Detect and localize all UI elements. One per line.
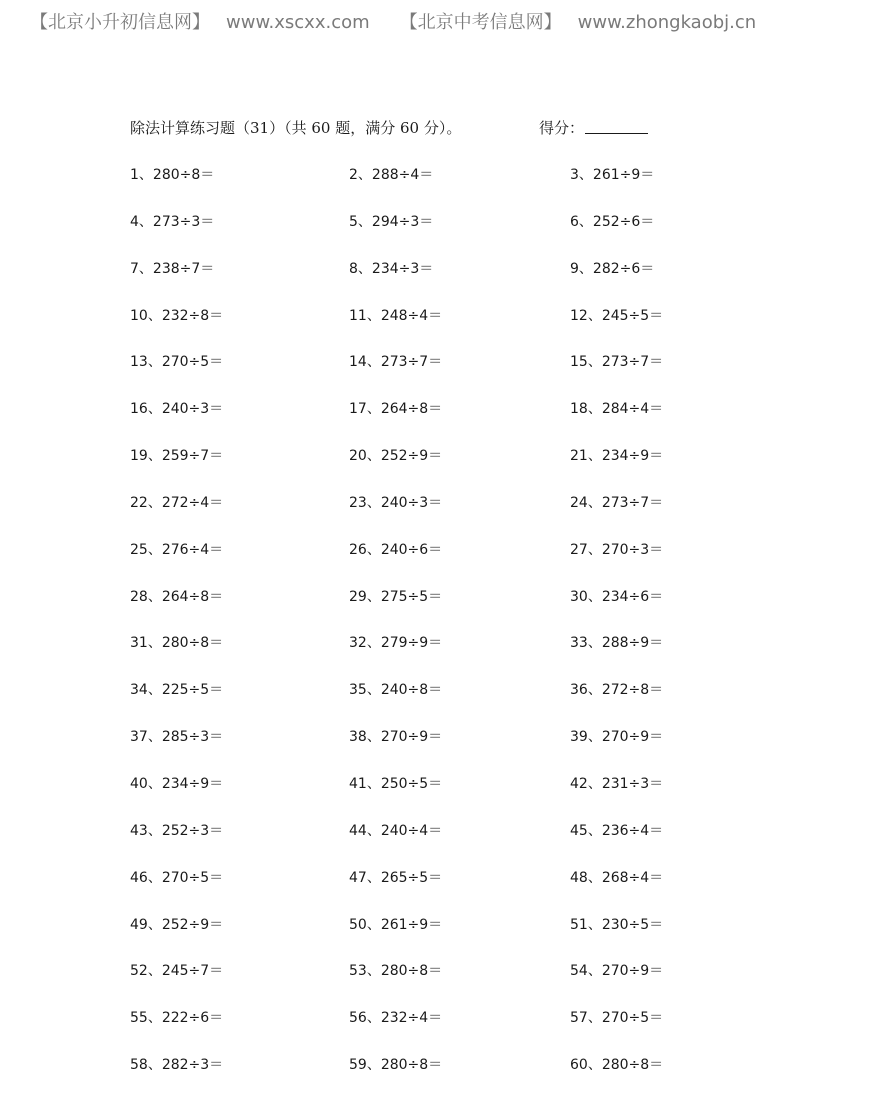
division-problem: 58、282÷3＝ — [130, 1057, 224, 1074]
division-problem: 20、252÷9＝ — [349, 448, 443, 465]
division-problem: 12、245÷5＝ — [570, 307, 664, 324]
division-problem: 28、264÷8＝ — [130, 588, 224, 605]
division-problem: 8、234÷3＝ — [349, 260, 434, 277]
division-problem: 59、280÷8＝ — [349, 1057, 443, 1074]
header-site-name-1: 【北京小升初信息网】 — [30, 12, 210, 33]
division-problem: 9、282÷6＝ — [570, 260, 655, 277]
division-problem: 32、279÷9＝ — [349, 635, 443, 652]
division-problem: 14、273÷7＝ — [349, 354, 443, 371]
division-problem: 50、261÷9＝ — [349, 916, 443, 933]
division-problem: 31、280÷8＝ — [130, 635, 224, 652]
division-problem: 10、232÷8＝ — [130, 307, 224, 324]
division-problem: 41、250÷5＝ — [349, 775, 443, 792]
problem-row — [130, 539, 830, 586]
problem-row — [130, 492, 830, 539]
division-problem: 22、272÷4＝ — [130, 494, 224, 511]
division-problem: 27、270÷3＝ — [570, 541, 664, 558]
problem-row — [130, 1007, 830, 1054]
problem-row — [130, 867, 830, 914]
division-problem: 4、273÷3＝ — [130, 213, 215, 230]
division-problem: 1、280÷8＝ — [130, 167, 215, 183]
division-problem: 6、252÷6＝ — [570, 213, 655, 230]
problem-row — [130, 914, 830, 961]
header-site-name-2: 【北京中考信息网】 — [399, 12, 562, 33]
division-problem: 55、222÷6＝ — [130, 1010, 224, 1027]
division-problem: 42、231÷3＝ — [570, 775, 664, 792]
division-problem: 47、265÷5＝ — [349, 869, 443, 886]
worksheet-title: 除法计算练习题（31）（共 60 题，满分 60 分）。 — [130, 119, 462, 137]
division-problem: 5、294÷3＝ — [349, 213, 434, 230]
division-problem: 39、270÷9＝ — [570, 729, 664, 746]
problem-row — [130, 960, 830, 1007]
problem-row — [130, 398, 830, 445]
division-problem: 37、285÷3＝ — [130, 729, 224, 746]
division-problem: 24、273÷7＝ — [570, 494, 664, 511]
problem-row — [130, 164, 830, 211]
division-problem: 49、252÷9＝ — [130, 916, 224, 933]
problem-grid — [130, 164, 830, 1101]
division-problem: 3、261÷9＝ — [570, 167, 655, 183]
division-problem: 2、288÷4＝ — [349, 167, 434, 183]
problem-row — [130, 726, 830, 773]
worksheet-title-row — [130, 117, 690, 139]
division-problem: 48、268÷4＝ — [570, 869, 664, 886]
division-problem: 35、240÷8＝ — [349, 682, 443, 699]
division-problem: 57、270÷5＝ — [570, 1010, 664, 1027]
problem-row — [130, 632, 830, 679]
division-problem: 36、272÷8＝ — [570, 682, 664, 699]
problem-row — [130, 1054, 830, 1101]
division-problem: 60、280÷8＝ — [570, 1057, 664, 1074]
division-problem: 23、240÷3＝ — [349, 494, 443, 511]
division-problem: 44、240÷4＝ — [349, 822, 443, 839]
problem-row — [130, 773, 830, 820]
division-problem: 29、275÷5＝ — [349, 588, 443, 605]
division-problem: 19、259÷7＝ — [130, 448, 224, 465]
division-problem: 18、284÷4＝ — [570, 401, 664, 418]
division-problem: 40、234÷9＝ — [130, 775, 224, 792]
problem-row — [130, 305, 830, 352]
division-problem: 34、225÷5＝ — [130, 682, 224, 699]
division-problem: 33、288÷9＝ — [570, 635, 664, 652]
division-problem: 16、240÷3＝ — [130, 401, 224, 418]
division-problem: 52、245÷7＝ — [130, 963, 224, 980]
division-problem: 45、236÷4＝ — [570, 822, 664, 839]
division-problem: 54、270÷9＝ — [570, 963, 664, 980]
division-problem: 56、232÷4＝ — [349, 1010, 443, 1027]
problem-row — [130, 445, 830, 492]
problem-row — [130, 679, 830, 726]
division-problem: 21、234÷9＝ — [570, 448, 664, 465]
division-problem: 38、270÷9＝ — [349, 729, 443, 746]
header-url-1[interactable]: www.xscxx.com — [226, 12, 370, 33]
division-problem: 15、273÷7＝ — [570, 354, 664, 371]
division-problem: 17、264÷8＝ — [349, 401, 443, 418]
score-blank-line — [585, 133, 648, 134]
problem-row — [130, 211, 830, 258]
problem-row — [130, 351, 830, 398]
problem-row — [130, 258, 830, 305]
division-problem: 53、280÷8＝ — [349, 963, 443, 980]
division-problem: 26、240÷6＝ — [349, 541, 443, 558]
division-problem: 11、248÷4＝ — [349, 307, 443, 324]
division-problem: 7、238÷7＝ — [130, 260, 215, 277]
division-problem: 30、234÷6＝ — [570, 588, 664, 605]
site-header — [30, 8, 756, 34]
division-problem: 51、230÷5＝ — [570, 916, 664, 933]
division-problem: 13、270÷5＝ — [130, 354, 224, 371]
division-problem: 43、252÷3＝ — [130, 822, 224, 839]
division-problem: 46、270÷5＝ — [130, 869, 224, 886]
division-problem: 25、276÷4＝ — [130, 541, 224, 558]
score-label: 得分： — [539, 119, 585, 137]
problem-row — [130, 820, 830, 867]
header-url-2[interactable]: www.zhongkaobj.cn — [577, 12, 757, 33]
problem-row — [130, 586, 830, 633]
